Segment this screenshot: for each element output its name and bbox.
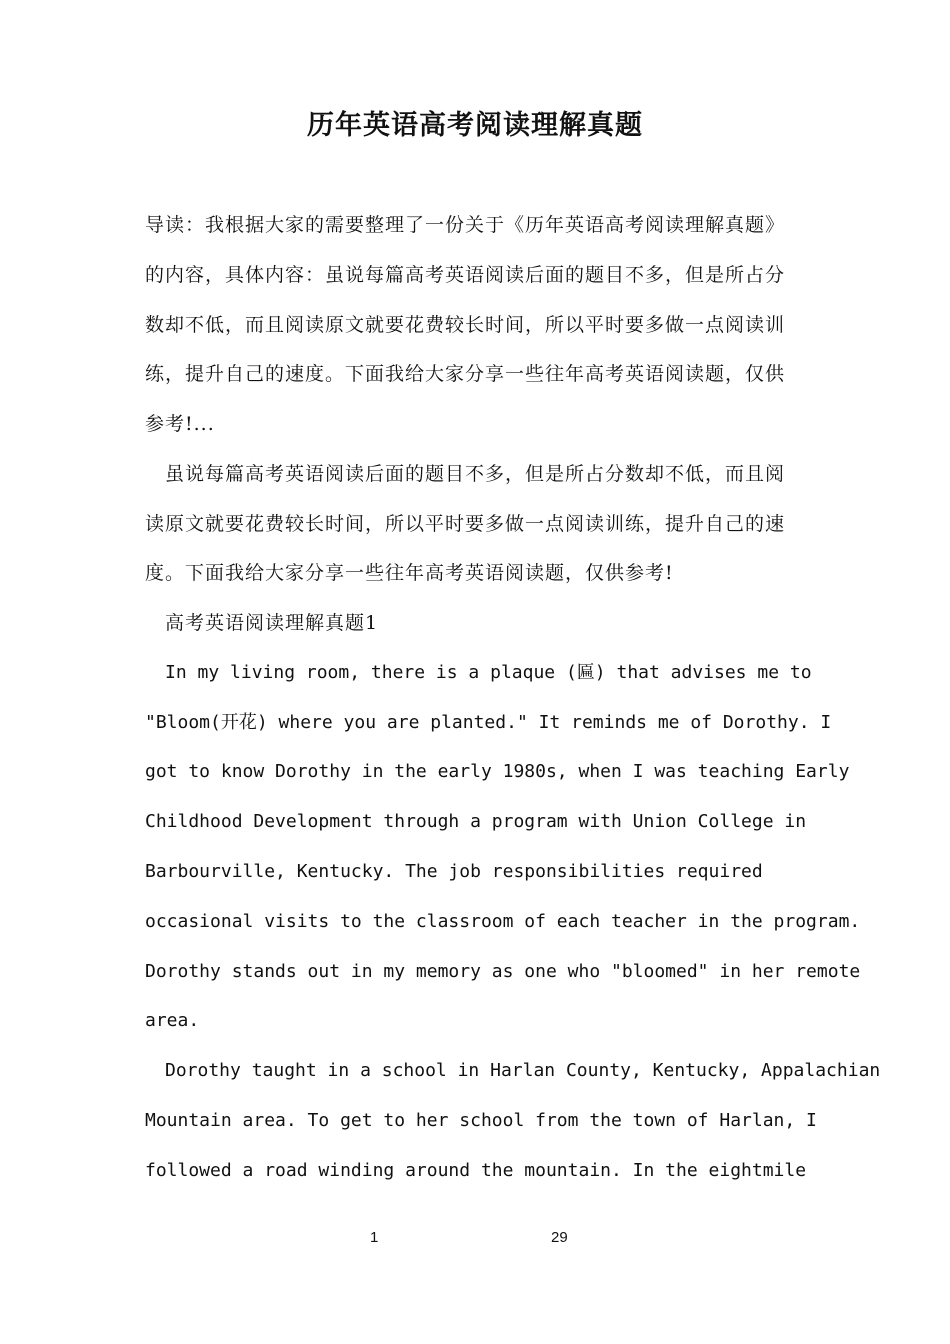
passage-line: "Bloom(开花) where you are planted." It reminds me of Dorothy. I bbox=[145, 712, 832, 733]
paragraph-line: 虽说每篇高考英语阅读后面的题目不多，但是所占分数却不低，而且阅 bbox=[165, 463, 786, 485]
intro-line: 导读：我根据大家的需要整理了一份关于《历年英语高考阅读理解真题》 bbox=[145, 214, 786, 236]
page-title: 历年英语高考阅读理解真题 bbox=[307, 110, 643, 141]
total-pages: 29 bbox=[551, 1229, 568, 1246]
paragraph-line: 度。下面我给大家分享一些往年高考英语阅读题，仅供参考! bbox=[145, 562, 674, 584]
passage-line: followed a road winding around the mountain. In the eightmile bbox=[145, 1160, 807, 1181]
page-number: 1 bbox=[370, 1229, 379, 1246]
passage-line: occasional visits to the classroom of each teacher in the program. bbox=[145, 911, 861, 932]
section-heading: 高考英语阅读理解真题1 bbox=[165, 612, 379, 634]
intro-line: 的内容，具体内容：虽说每篇高考英语阅读后面的题目不多，但是所占分 bbox=[145, 264, 786, 286]
passage-line: Childhood Development through a program with Union College in bbox=[145, 811, 807, 832]
intro-line: 练，提升自己的速度。下面我给大家分享一些往年高考英语阅读题，仅供 bbox=[145, 363, 786, 385]
paragraph-line: 读原文就要花费较长时间，所以平时要多做一点阅读训练，提升自己的速 bbox=[145, 513, 786, 535]
passage-line: area. bbox=[145, 1010, 200, 1031]
passage-line: In my living room, there is a plaque (匾) that advises me to bbox=[165, 662, 812, 683]
intro-line: 数却不低，而且阅读原文就要花费较长时间，所以平时要多做一点阅读训 bbox=[145, 314, 786, 336]
passage-line: Dorothy stands out in my memory as one who "bloomed" in her remote bbox=[145, 961, 861, 982]
intro-line: 参考!... bbox=[145, 413, 215, 435]
passage-line: Mountain area. To get to her school from the town of Harlan, I bbox=[145, 1110, 817, 1131]
passage-line: Dorothy taught in a school in Harlan County, Kentucky, Appalachian bbox=[165, 1060, 881, 1081]
passage-line: got to know Dorothy in the early 1980s, when I was teaching Early bbox=[145, 761, 850, 782]
passage-line: Barbourville, Kentucky. The job responsibilities required bbox=[145, 861, 763, 882]
